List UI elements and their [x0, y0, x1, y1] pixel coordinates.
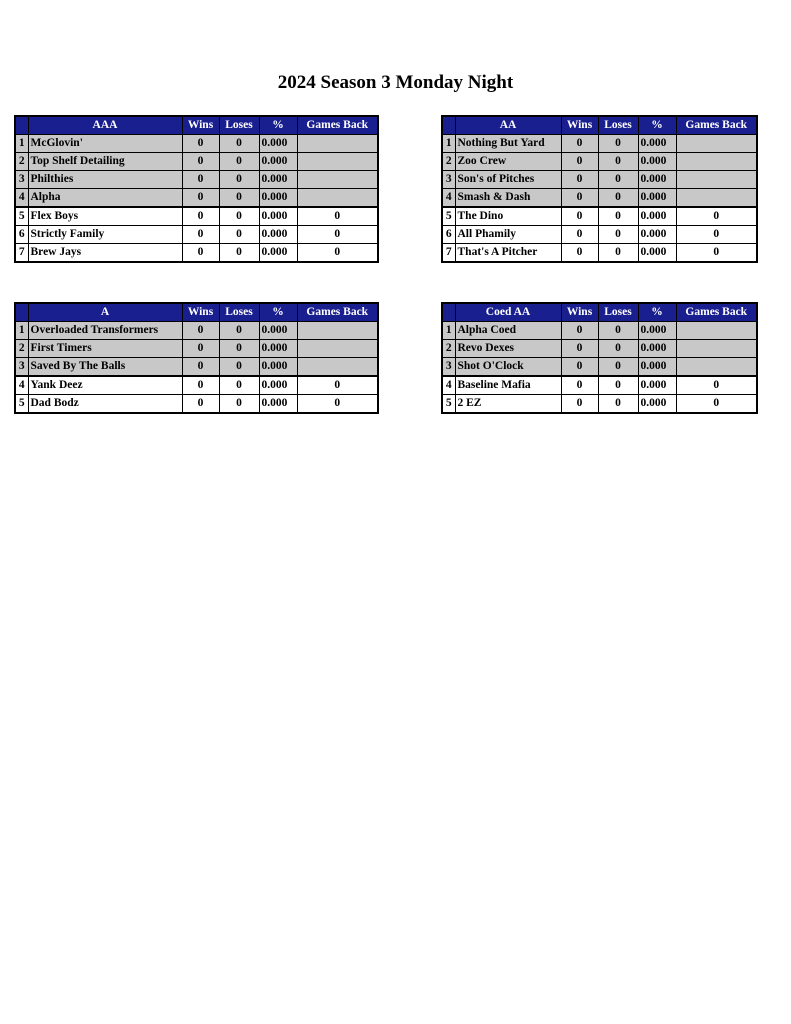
- rank-cell: 7: [442, 244, 455, 263]
- rank-header: [15, 303, 28, 322]
- wins-cell: 0: [561, 171, 598, 189]
- loses-cell: 0: [219, 207, 259, 226]
- pct-cell: 0.000: [259, 340, 297, 358]
- loses-cell: 0: [219, 376, 259, 395]
- table-row: [442, 189, 757, 208]
- pct-cell: 0.000: [259, 207, 297, 226]
- wins-cell: 0: [561, 395, 598, 414]
- loses-header: Loses: [219, 303, 259, 322]
- table-row: [442, 207, 757, 226]
- wins-header: Wins: [182, 116, 219, 135]
- games-back-cell: 0: [676, 226, 757, 244]
- table-row: [15, 376, 378, 395]
- games-back-cell: [676, 135, 757, 153]
- team-cell: Flex Boys: [28, 207, 182, 226]
- pct-header: %: [638, 116, 676, 135]
- table-row: [15, 171, 378, 189]
- team-cell: Alpha Coed: [455, 322, 561, 340]
- pct-cell: 0.000: [638, 153, 676, 171]
- games-back-cell: 0: [676, 395, 757, 414]
- wins-cell: 0: [182, 207, 219, 226]
- wins-cell: 0: [182, 340, 219, 358]
- wins-cell: 0: [182, 358, 219, 377]
- wins-cell: 0: [561, 189, 598, 208]
- standings-table-aa: [441, 115, 758, 263]
- team-cell: Yank Deez: [28, 376, 182, 395]
- loses-header: Loses: [598, 116, 638, 135]
- pct-cell: 0.000: [638, 135, 676, 153]
- wins-header: Wins: [561, 303, 598, 322]
- loses-cell: 0: [219, 395, 259, 414]
- rank-cell: 2: [442, 340, 455, 358]
- wins-cell: 0: [182, 376, 219, 395]
- wins-cell: 0: [561, 340, 598, 358]
- games-back-cell: [676, 189, 757, 208]
- pct-cell: 0.000: [259, 189, 297, 208]
- pct-cell: 0.000: [638, 395, 676, 414]
- games-back-header: Games Back: [297, 303, 378, 322]
- wins-cell: 0: [182, 322, 219, 340]
- rank-cell: 4: [15, 376, 28, 395]
- wins-cell: 0: [561, 358, 598, 377]
- loses-cell: 0: [598, 395, 638, 414]
- pct-cell: 0.000: [638, 189, 676, 208]
- loses-cell: 0: [598, 207, 638, 226]
- rank-cell: 2: [442, 153, 455, 171]
- page-title: 2024 Season 3 Monday Night: [277, 72, 514, 93]
- pct-cell: 0.000: [638, 340, 676, 358]
- games-back-cell: 0: [676, 207, 757, 226]
- rank-cell: 3: [442, 358, 455, 377]
- games-back-cell: [676, 171, 757, 189]
- pct-header: %: [259, 116, 297, 135]
- team-cell: Revo Dexes: [455, 340, 561, 358]
- pct-cell: 0.000: [638, 376, 676, 395]
- pct-cell: 0.000: [259, 135, 297, 153]
- rank-header: [442, 303, 455, 322]
- standings-table-aaa: [14, 115, 379, 263]
- wins-header: Wins: [182, 303, 219, 322]
- pct-header: %: [638, 303, 676, 322]
- pct-cell: 0.000: [259, 153, 297, 171]
- team-cell: Strictly Family: [28, 226, 182, 244]
- division-name: A: [28, 303, 182, 322]
- rank-header: [442, 116, 455, 135]
- games-back-cell: [297, 189, 378, 208]
- games-back-cell: 0: [297, 244, 378, 263]
- team-cell: Overloaded Transformers: [28, 322, 182, 340]
- rank-cell: 5: [15, 207, 28, 226]
- wins-cell: 0: [182, 395, 219, 414]
- loses-cell: 0: [219, 322, 259, 340]
- wins-cell: 0: [561, 244, 598, 263]
- loses-cell: 0: [219, 358, 259, 377]
- rank-cell: 3: [442, 171, 455, 189]
- loses-cell: 0: [598, 171, 638, 189]
- loses-cell: 0: [598, 226, 638, 244]
- loses-cell: 0: [219, 153, 259, 171]
- pct-cell: 0.000: [259, 358, 297, 377]
- wins-cell: 0: [182, 153, 219, 171]
- loses-cell: 0: [219, 244, 259, 263]
- table-row: [442, 395, 757, 414]
- team-cell: Saved By The Balls: [28, 358, 182, 377]
- games-back-cell: [297, 171, 378, 189]
- loses-cell: 0: [598, 244, 638, 263]
- pct-header: %: [259, 303, 297, 322]
- loses-cell: 0: [598, 135, 638, 153]
- loses-cell: 0: [598, 189, 638, 208]
- wins-cell: 0: [182, 135, 219, 153]
- team-cell: Philthies: [28, 171, 182, 189]
- games-back-cell: 0: [297, 207, 378, 226]
- table-row: [442, 376, 757, 395]
- table-row: [442, 244, 757, 263]
- team-cell: Son's of Pitches: [455, 171, 561, 189]
- table-row: [15, 340, 378, 358]
- loses-cell: 0: [598, 153, 638, 171]
- games-back-cell: 0: [297, 226, 378, 244]
- wins-cell: 0: [561, 322, 598, 340]
- games-back-cell: [297, 340, 378, 358]
- rank-cell: 5: [15, 395, 28, 414]
- division-name: AA: [455, 116, 561, 135]
- loses-cell: 0: [598, 358, 638, 377]
- pct-cell: 0.000: [638, 226, 676, 244]
- pct-cell: 0.000: [259, 395, 297, 414]
- pct-cell: 0.000: [638, 171, 676, 189]
- team-cell: Shot O'Clock: [455, 358, 561, 377]
- rank-cell: 1: [442, 322, 455, 340]
- loses-cell: 0: [219, 226, 259, 244]
- table-row: [15, 207, 378, 226]
- wins-cell: 0: [182, 171, 219, 189]
- pct-cell: 0.000: [259, 171, 297, 189]
- team-cell: Dad Bodz: [28, 395, 182, 414]
- rank-cell: 6: [442, 226, 455, 244]
- wins-cell: 0: [182, 189, 219, 208]
- wins-cell: 0: [561, 207, 598, 226]
- pct-cell: 0.000: [259, 322, 297, 340]
- pct-cell: 0.000: [638, 358, 676, 377]
- team-cell: First Timers: [28, 340, 182, 358]
- team-cell: Zoo Crew: [455, 153, 561, 171]
- rank-cell: 2: [15, 153, 28, 171]
- team-cell: McGlovin': [28, 135, 182, 153]
- rank-cell: 5: [442, 395, 455, 414]
- games-back-cell: [297, 153, 378, 171]
- rank-header: [15, 116, 28, 135]
- table-row: [15, 226, 378, 244]
- games-back-cell: [297, 358, 378, 377]
- table-row: [15, 189, 378, 208]
- wins-cell: 0: [182, 226, 219, 244]
- table-row: [15, 395, 378, 414]
- pct-cell: 0.000: [638, 244, 676, 263]
- games-back-cell: [297, 135, 378, 153]
- games-back-cell: [676, 358, 757, 377]
- division-name: AAA: [28, 116, 182, 135]
- team-cell: All Phamily: [455, 226, 561, 244]
- rank-cell: 4: [15, 189, 28, 208]
- team-cell: Smash & Dash: [455, 189, 561, 208]
- pct-cell: 0.000: [259, 376, 297, 395]
- standings-table-coed-aa: [441, 302, 758, 414]
- standings-table-a: [14, 302, 379, 414]
- team-cell: Alpha: [28, 189, 182, 208]
- games-back-header: Games Back: [297, 116, 378, 135]
- rank-cell: 3: [15, 358, 28, 377]
- table-row: [442, 358, 757, 377]
- table-row: [15, 322, 378, 340]
- games-back-cell: 0: [297, 376, 378, 395]
- team-cell: Baseline Mafia: [455, 376, 561, 395]
- division-name: Coed AA: [455, 303, 561, 322]
- rank-cell: 7: [15, 244, 28, 263]
- rank-cell: 1: [15, 322, 28, 340]
- loses-cell: 0: [219, 189, 259, 208]
- wins-cell: 0: [182, 244, 219, 263]
- wins-cell: 0: [561, 376, 598, 395]
- table-row: [442, 322, 757, 340]
- rank-cell: 4: [442, 376, 455, 395]
- team-cell: The Dino: [455, 207, 561, 226]
- loses-cell: 0: [598, 340, 638, 358]
- table-row: [15, 358, 378, 377]
- loses-cell: 0: [219, 171, 259, 189]
- games-back-header: Games Back: [676, 116, 757, 135]
- games-back-cell: [676, 153, 757, 171]
- wins-cell: 0: [561, 135, 598, 153]
- games-back-cell: [297, 322, 378, 340]
- loses-cell: 0: [598, 376, 638, 395]
- team-cell: Top Shelf Detailing: [28, 153, 182, 171]
- team-cell: Nothing But Yard: [455, 135, 561, 153]
- rank-cell: 2: [15, 340, 28, 358]
- team-cell: That's A Pitcher: [455, 244, 561, 263]
- wins-header: Wins: [561, 116, 598, 135]
- rank-cell: 4: [442, 189, 455, 208]
- table-row: [442, 135, 757, 153]
- games-back-header: Games Back: [676, 303, 757, 322]
- rank-cell: 6: [15, 226, 28, 244]
- table-row: [442, 340, 757, 358]
- pct-cell: 0.000: [638, 322, 676, 340]
- games-back-cell: 0: [676, 376, 757, 395]
- team-cell: 2 EZ: [455, 395, 561, 414]
- rank-cell: 1: [15, 135, 28, 153]
- games-back-cell: 0: [676, 244, 757, 263]
- loses-header: Loses: [219, 116, 259, 135]
- pct-cell: 0.000: [259, 244, 297, 263]
- games-back-cell: 0: [297, 395, 378, 414]
- wins-cell: 0: [561, 153, 598, 171]
- table-row: [15, 244, 378, 263]
- table-row: [15, 135, 378, 153]
- loses-cell: 0: [598, 322, 638, 340]
- wins-cell: 0: [561, 226, 598, 244]
- table-row: [442, 153, 757, 171]
- pct-cell: 0.000: [638, 207, 676, 226]
- team-cell: Brew Jays: [28, 244, 182, 263]
- games-back-cell: [676, 340, 757, 358]
- rank-cell: 3: [15, 171, 28, 189]
- table-row: [442, 171, 757, 189]
- rank-cell: 1: [442, 135, 455, 153]
- rank-cell: 5: [442, 207, 455, 226]
- pct-cell: 0.000: [259, 226, 297, 244]
- loses-header: Loses: [598, 303, 638, 322]
- loses-cell: 0: [219, 135, 259, 153]
- table-row: [442, 226, 757, 244]
- table-row: [15, 153, 378, 171]
- loses-cell: 0: [219, 340, 259, 358]
- games-back-cell: [676, 322, 757, 340]
